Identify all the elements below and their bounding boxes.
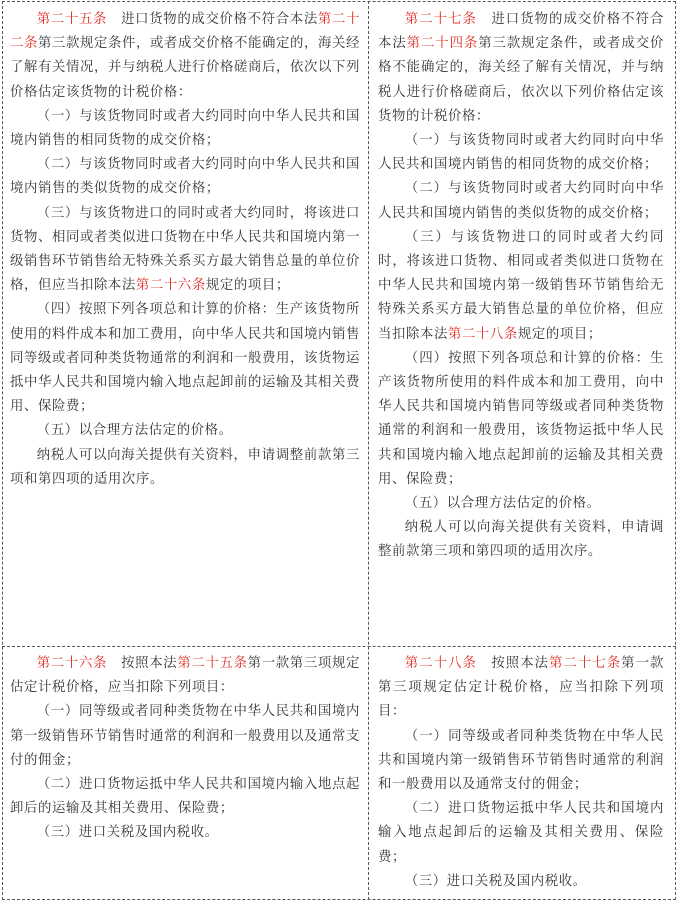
article-25-item-1: （一）与该货物同时或者大约同时向中华人民共和国境内销售的相同货物的成交价格； <box>10 108 360 149</box>
article-28-item-1: （一）同等级或者同种类货物在中华人民共和国境内第一级销售环节销售时通常的利润和一般费用以及通常支付的佣金； <box>378 728 664 793</box>
article-26-intro: 第二十六条 按照本法第二十五条第一款第三项规定估定计税价格，应当扣除下列项目： <box>10 656 361 696</box>
article-27-item-4: （四）按照下列各项总和计算的价格：生产该货物所使用的料件成本和加工费用，向中华人民共和国境内销售同等级或者同种类货物通常的利润和一般费用，该货物运抵中华人民共和国境内输入地点起卸前的运输及其相关费用、保险费； <box>378 350 664 487</box>
cross-ref: 第二十六条 <box>135 278 206 294</box>
article-27-item-1: （一）与该货物同时或者大约同时向中华人民共和国境内销售的相同货物的成交价格； <box>378 133 664 173</box>
article-27-intro: 第二十七条 进口货物的成交价格不符合本法第二十四条第三款规定条件，或者成交价格不能确定的，海关经了解有关情况，并与纳税人进行价格磋商后，依次以下列价格估定该货物的计税价格： <box>378 12 664 124</box>
row-divider <box>2 646 676 647</box>
article-25-intro: 第二十五条 进口货物的成交价格不符合本法第二十二条第三款规定条件，或者成交价格不能确定的，海关经了解有关情况，并与纳税人进行价格磋商后，依次以下列价格估定该货物的计税价格： <box>10 12 361 100</box>
article-26-heading: 第二十六条 <box>36 656 108 671</box>
article-26-item-3: （三）进口关税及国内税收。 <box>36 825 219 841</box>
article-28-heading: 第二十八条 <box>404 656 477 671</box>
article-28-item-2: （二）进口货物运抵中华人民共和国境内输入地点起卸后的运输及其相关费用、保险费； <box>378 801 664 865</box>
article-25-item-2: （二）与该货物同时或者大约同时向中华人民共和国境内销售的类似货物的成交价格； <box>10 157 360 197</box>
article-28-item-3: （三）进口关税及国内税收。 <box>404 873 587 889</box>
cross-ref: 第二十四条 <box>406 36 479 52</box>
article-25-item-4: （四）按照下列各项总和计算的价格：生产该货物所使用的料件成本和加工费用，向中华人民共和国境内销售同等级或者同种类货物通常的利润和一般费用，该货物运抵中华人民共和国境内输入地点起卸前的运输及其相关费用、保险费； <box>10 302 360 415</box>
cell-article-27 <box>378 8 664 565</box>
cross-ref: 第二十二条 <box>10 12 361 52</box>
article-25-item-5: （五）以合理方法估定的价格。 <box>36 423 233 439</box>
article-27-item-3: （三）与该货物进口的同时或者大约同时，将该进口货物、相同或者类似进口货物在中华人民共和国境内第一级销售环节销售给无特殊关系买方最大销售总量的单位价格，但应当扣除本法第二十八条规定的项目； <box>378 229 664 342</box>
article-25-closing: 纳税人可以向海关提供有关资料，申请调整前款第三项和第四项的适用次序。 <box>10 447 360 487</box>
article-27-item-5: （五）以合理方法估定的价格。 <box>404 496 601 512</box>
article-25-item-3: （三）与该货物进口的同时或者大约同时，将该进口货物、相同或者类似进口货物在中华人民共和国境内第一级销售环节销售给无特殊关系买方最大销售总量的单位价格，但应当扣除本法第二十六条规定的项目； <box>10 205 360 294</box>
article-27-closing: 纳税人可以向海关提供有关资料，申请调整前款第三项和第四项的适用次序。 <box>378 520 664 560</box>
article-26-item-2: （二）进口货物运抵中华人民共和国境内输入地点起卸后的运输及其相关费用、保险费； <box>10 777 360 817</box>
article-27-item-2: （二）与该货物同时或者大约同时向中华人民共和国境内销售的类似货物的成交价格； <box>378 181 664 221</box>
article-26-item-1: （一）同等级或者同种类货物在中华人民共和国境内第一级销售环节销售时通常的利润和一般费用以及通常支付的佣金； <box>10 704 360 768</box>
cross-ref: 第二十五条 <box>177 656 248 671</box>
article-25-heading: 第二十五条 <box>36 12 108 27</box>
article-27-heading: 第二十七条 <box>404 12 477 27</box>
column-divider <box>368 1 369 900</box>
cell-article-28 <box>378 652 664 894</box>
article-28-intro: 第二十八条 按照本法第二十七条第一款第三项规定估定计税价格，应当扣除下列项目： <box>378 656 665 720</box>
cell-article-25 <box>10 8 360 492</box>
cross-ref: 第二十八条 <box>447 326 518 342</box>
cross-ref: 第二十七条 <box>549 656 622 671</box>
cell-article-26 <box>10 652 360 846</box>
